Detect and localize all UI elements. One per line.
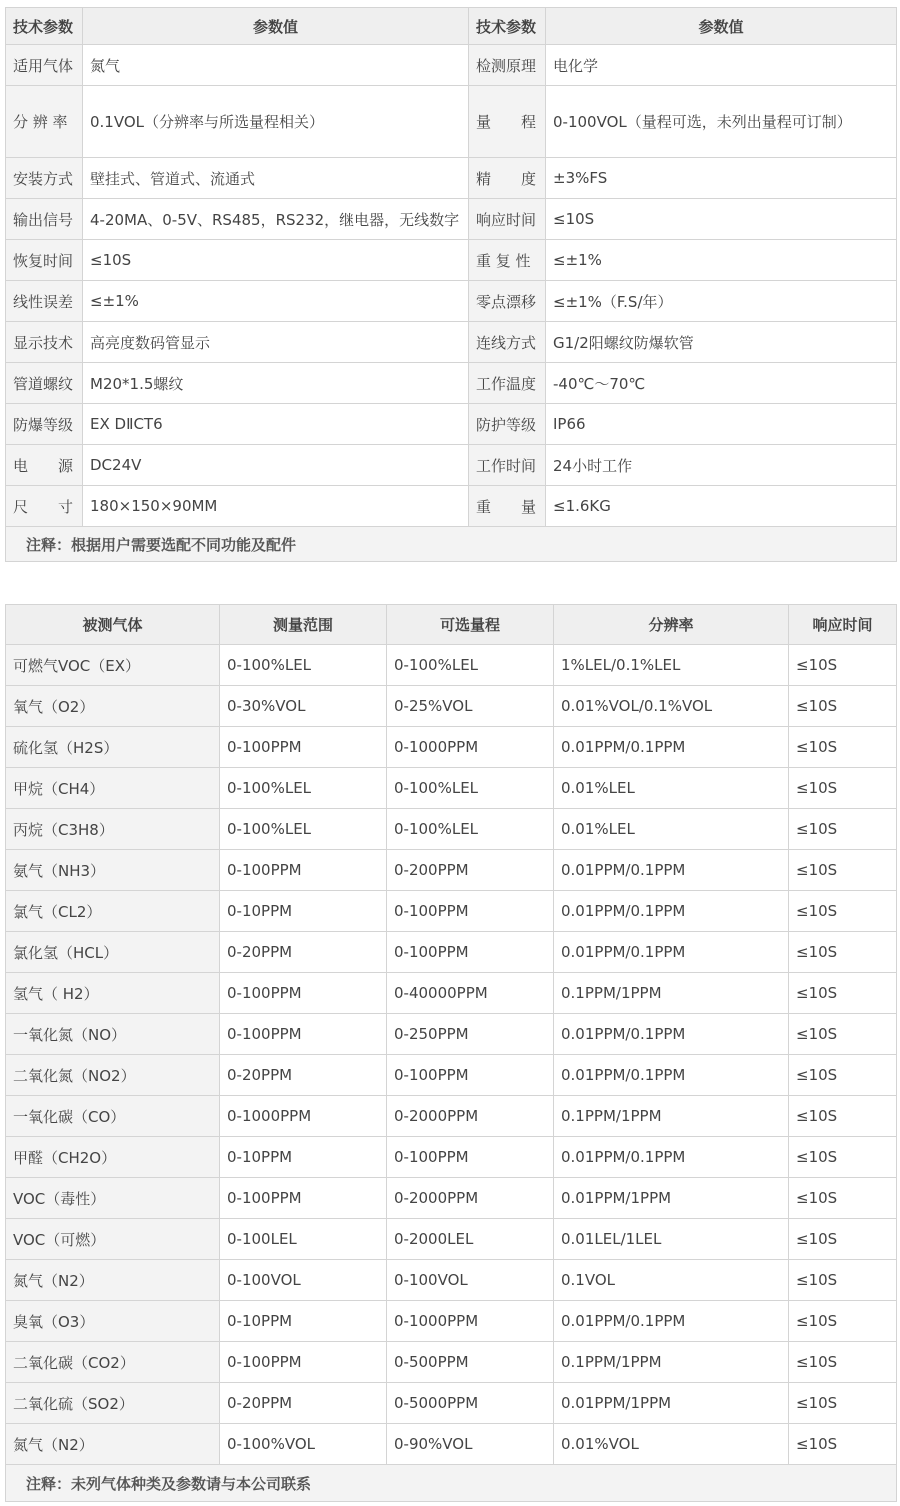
gas-response-time: ≤10S: [789, 1055, 897, 1096]
gas-measure-range: 0-100PPM: [220, 1014, 387, 1055]
spec-param-value: 氮气: [83, 45, 469, 86]
gas-measure-range: 0-100%LEL: [220, 809, 387, 850]
gas-resolution: 0.01%LEL: [554, 768, 789, 809]
spec-param-label: 分 辨 率: [6, 86, 83, 158]
gas-optional-range: 0-25%VOL: [387, 686, 554, 727]
spec-param-label: 重 量: [469, 486, 546, 527]
spec-param-value: 0-100VOL（量程可选，未列出量程可订制）: [546, 86, 897, 158]
gas-measure-range: 0-100PPM: [220, 850, 387, 891]
spec-param-label: 安装方式: [6, 158, 83, 199]
spec-param-label: 电 源: [6, 445, 83, 486]
spec-header-value-1: 参数值: [83, 8, 469, 45]
gas-optional-range: 0-100%LEL: [387, 768, 554, 809]
gas-resolution: 0.01LEL/1LEL: [554, 1219, 789, 1260]
gas-measure-range: 0-100PPM: [220, 727, 387, 768]
spec-param-value: ≤±1%: [546, 240, 897, 281]
gas-measure-range: 0-100PPM: [220, 1178, 387, 1219]
spec-param-label: 重 复 性: [469, 240, 546, 281]
spec-param-value: ≤±1%: [83, 281, 469, 322]
spec-param-value: ≤10S: [546, 199, 897, 240]
gas-row: [6, 932, 897, 973]
spec-param-label: 防爆等级: [6, 404, 83, 445]
spec-param-value: ≤±1%（F.S/年）: [546, 281, 897, 322]
gas-optional-range: 0-90%VOL: [387, 1424, 554, 1465]
gas-resolution: 0.01PPM/0.1PPM: [554, 1301, 789, 1342]
gas-measure-range: 0-10PPM: [220, 891, 387, 932]
spec-param-label: 恢复时间: [6, 240, 83, 281]
gas-measure-range: 0-10PPM: [220, 1301, 387, 1342]
gas-resolution: 0.01PPM/0.1PPM: [554, 1137, 789, 1178]
gas-header-row: [6, 605, 897, 645]
gas-row: [6, 1342, 897, 1383]
gas-response-time: ≤10S: [789, 1301, 897, 1342]
spec-param-value: ≤1.6KG: [546, 486, 897, 527]
spec-row: [6, 240, 897, 281]
spec-row: [6, 363, 897, 404]
gas-response-time: ≤10S: [789, 932, 897, 973]
gas-resolution: 0.01%VOL/0.1%VOL: [554, 686, 789, 727]
gas-optional-range: 0-100%LEL: [387, 809, 554, 850]
spec-param-value: 180×150×90MM: [83, 486, 469, 527]
spec-table-body: [6, 8, 897, 562]
gas-name: 丙烷（C3H8）: [6, 809, 220, 850]
gas-name: 一氧化碳（CO）: [6, 1096, 220, 1137]
gas-resolution: 0.1VOL: [554, 1260, 789, 1301]
gas-measure-range: 0-10PPM: [220, 1137, 387, 1178]
gas-row: [6, 1178, 897, 1219]
gas-resolution: 0.01PPM/0.1PPM: [554, 727, 789, 768]
spec-param-value: 电化学: [546, 45, 897, 86]
gas-table-body: [6, 605, 897, 1502]
gas-measure-range: 0-20PPM: [220, 932, 387, 973]
gas-name: 氧气（O2）: [6, 686, 220, 727]
gas-measure-range: 0-100VOL: [220, 1260, 387, 1301]
spec-row: [6, 158, 897, 199]
gas-name: VOC（毒性）: [6, 1178, 220, 1219]
gas-optional-range: 0-5000PPM: [387, 1383, 554, 1424]
spec-param-value: EX DⅡCT6: [83, 404, 469, 445]
spec-param-label: 适用气体: [6, 45, 83, 86]
gas-row: [6, 1096, 897, 1137]
gas-resolution: 0.01PPM/0.1PPM: [554, 932, 789, 973]
spec-note-row: [6, 527, 897, 562]
spec-row: [6, 322, 897, 363]
gas-resolution: 0.01PPM/0.1PPM: [554, 891, 789, 932]
gas-optional-range: 0-100VOL: [387, 1260, 554, 1301]
gas-name: 臭氧（O3）: [6, 1301, 220, 1342]
gas-response-time: ≤10S: [789, 1383, 897, 1424]
gas-measure-range: 0-100LEL: [220, 1219, 387, 1260]
gas-name: 二氧化碳（CO2）: [6, 1342, 220, 1383]
gas-header-range: 测量范围: [220, 605, 387, 645]
spec-row: [6, 486, 897, 527]
gas-response-time: ≤10S: [789, 1424, 897, 1465]
gas-resolution: 0.01PPM/0.1PPM: [554, 850, 789, 891]
gas-name: 氨气（NH3）: [6, 850, 220, 891]
spec-row: [6, 404, 897, 445]
gas-optional-range: 0-100PPM: [387, 1137, 554, 1178]
gas-response-time: ≤10S: [789, 973, 897, 1014]
gas-optional-range: 0-40000PPM: [387, 973, 554, 1014]
spec-param-label: 输出信号: [6, 199, 83, 240]
gas-name: 氯气（CL2）: [6, 891, 220, 932]
gas-response-time: ≤10S: [789, 686, 897, 727]
gas-note: 注释：未列气体种类及参数请与本公司联系: [6, 1465, 897, 1502]
gas-name: VOC（可燃）: [6, 1219, 220, 1260]
gas-row: [6, 768, 897, 809]
gas-resolution: 0.1PPM/1PPM: [554, 973, 789, 1014]
spec-param-label: 工作时间: [469, 445, 546, 486]
spec-param-label: 工作温度: [469, 363, 546, 404]
gas-row: [6, 1137, 897, 1178]
spec-row: [6, 45, 897, 86]
spec-param-label: 精 度: [469, 158, 546, 199]
gas-resolution: 0.01%VOL: [554, 1424, 789, 1465]
gas-name: 甲烷（CH4）: [6, 768, 220, 809]
gas-response-time: ≤10S: [789, 1342, 897, 1383]
spec-param-value: G1/2阳螺纹防爆软管: [546, 322, 897, 363]
gas-name: 氮气（N2）: [6, 1260, 220, 1301]
gas-header-resolution: 分辨率: [554, 605, 789, 645]
gas-name: 二氧化氮（NO2）: [6, 1055, 220, 1096]
gas-optional-range: 0-250PPM: [387, 1014, 554, 1055]
gas-measure-range: 0-100%VOL: [220, 1424, 387, 1465]
gas-row: [6, 1219, 897, 1260]
gas-response-time: ≤10S: [789, 1219, 897, 1260]
gas-optional-range: 0-2000PPM: [387, 1096, 554, 1137]
spec-note: 注释：根据用户需要选配不同功能及配件: [6, 527, 897, 562]
gas-optional-range: 0-1000PPM: [387, 1301, 554, 1342]
gas-optional-range: 0-100%LEL: [387, 645, 554, 686]
gas-measure-range: 0-100PPM: [220, 1342, 387, 1383]
gas-measure-range: 0-100%LEL: [220, 768, 387, 809]
spec-param-label: 零点漂移: [469, 281, 546, 322]
spec-param-value: 高亮度数码管显示: [83, 322, 469, 363]
gas-optional-range: 0-1000PPM: [387, 727, 554, 768]
gas-response-time: ≤10S: [789, 850, 897, 891]
gas-row: [6, 645, 897, 686]
gas-row: [6, 1055, 897, 1096]
gas-header-optional-range: 可选量程: [387, 605, 554, 645]
gas-response-time: ≤10S: [789, 1137, 897, 1178]
spec-param-value: ≤10S: [83, 240, 469, 281]
spec-param-value: IP66: [546, 404, 897, 445]
gas-row: [6, 850, 897, 891]
gas-row: [6, 1301, 897, 1342]
spec-header-value-2: 参数值: [546, 8, 897, 45]
gas-resolution: 0.01PPM/0.1PPM: [554, 1055, 789, 1096]
spec-param-value: 24小时工作: [546, 445, 897, 486]
spec-param-label: 响应时间: [469, 199, 546, 240]
gas-measure-range: 0-30%VOL: [220, 686, 387, 727]
gas-measure-range: 0-1000PPM: [220, 1096, 387, 1137]
spec-param-value: ±3%FS: [546, 158, 897, 199]
gas-row: [6, 727, 897, 768]
gas-response-time: ≤10S: [789, 1260, 897, 1301]
gas-row: [6, 1260, 897, 1301]
gas-name: 氯化氢（HCL）: [6, 932, 220, 973]
spec-row: [6, 199, 897, 240]
spec-header-param-1: 技术参数: [6, 8, 83, 45]
gas-response-time: ≤10S: [789, 1014, 897, 1055]
gas-optional-range: 0-100PPM: [387, 891, 554, 932]
spec-param-value: M20*1.5螺纹: [83, 363, 469, 404]
spec-param-label: 显示技术: [6, 322, 83, 363]
gas-resolution: 0.1PPM/1PPM: [554, 1342, 789, 1383]
spec-header-param-2: 技术参数: [469, 8, 546, 45]
gas-name: 氢气（ H2）: [6, 973, 220, 1014]
gas-row: [6, 809, 897, 850]
gas-resolution: 0.1PPM/1PPM: [554, 1096, 789, 1137]
gas-optional-range: 0-500PPM: [387, 1342, 554, 1383]
gas-row: [6, 973, 897, 1014]
spec-param-label: 量 程: [469, 86, 546, 158]
gas-optional-range: 0-2000LEL: [387, 1219, 554, 1260]
gas-measure-range: 0-100%LEL: [220, 645, 387, 686]
gas-response-time: ≤10S: [789, 891, 897, 932]
spec-param-label: 检测原理: [469, 45, 546, 86]
gas-name: 甲醛（CH2O）: [6, 1137, 220, 1178]
gas-optional-range: 0-100PPM: [387, 1055, 554, 1096]
spec-param-label: 连线方式: [469, 322, 546, 363]
gas-response-time: ≤10S: [789, 768, 897, 809]
gas-measure-range: 0-20PPM: [220, 1055, 387, 1096]
spec-row: [6, 86, 897, 158]
spec-row: [6, 445, 897, 486]
gas-optional-range: 0-200PPM: [387, 850, 554, 891]
spec-param-value: -40℃～70℃: [546, 363, 897, 404]
gas-row: [6, 1383, 897, 1424]
gas-optional-range: 0-100PPM: [387, 932, 554, 973]
spec-param-value: 4-20MA、0-5V、RS485，RS232，继电器，无线数字: [83, 199, 469, 240]
gas-resolution: 1%LEL/0.1%LEL: [554, 645, 789, 686]
gas-table: [5, 604, 897, 1502]
gas-name: 一氧化氮（NO）: [6, 1014, 220, 1055]
gas-header-response: 响应时间: [789, 605, 897, 645]
spec-param-value: DC24V: [83, 445, 469, 486]
gas-name: 硫化氢（H2S）: [6, 727, 220, 768]
gas-response-time: ≤10S: [789, 645, 897, 686]
gas-resolution: 0.01%LEL: [554, 809, 789, 850]
gas-row: [6, 686, 897, 727]
gas-name: 二氧化硫（SO2）: [6, 1383, 220, 1424]
gas-optional-range: 0-2000PPM: [387, 1178, 554, 1219]
spec-param-value: 0.1VOL（分辨率与所选量程相关）: [83, 86, 469, 158]
spec-table: [5, 7, 897, 562]
spec-param-value: 壁挂式、管道式、流通式: [83, 158, 469, 199]
gas-row: [6, 1014, 897, 1055]
gas-name: 可燃气VOC（EX）: [6, 645, 220, 686]
gas-response-time: ≤10S: [789, 1178, 897, 1219]
spec-header-row: [6, 8, 897, 45]
gas-measure-range: 0-100PPM: [220, 973, 387, 1014]
gas-row: [6, 891, 897, 932]
spec-row: [6, 281, 897, 322]
gas-note-row: [6, 1465, 897, 1502]
gas-header-gas: 被测气体: [6, 605, 220, 645]
gas-row: [6, 1424, 897, 1465]
gas-response-time: ≤10S: [789, 809, 897, 850]
spec-param-label: 线性误差: [6, 281, 83, 322]
gas-response-time: ≤10S: [789, 727, 897, 768]
gas-measure-range: 0-20PPM: [220, 1383, 387, 1424]
gas-resolution: 0.01PPM/1PPM: [554, 1383, 789, 1424]
spec-param-label: 防护等级: [469, 404, 546, 445]
gas-name: 氮气（N2）: [6, 1424, 220, 1465]
spec-param-label: 管道螺纹: [6, 363, 83, 404]
gas-response-time: ≤10S: [789, 1096, 897, 1137]
gas-resolution: 0.01PPM/1PPM: [554, 1178, 789, 1219]
gas-resolution: 0.01PPM/0.1PPM: [554, 1014, 789, 1055]
spec-param-label: 尺 寸: [6, 486, 83, 527]
